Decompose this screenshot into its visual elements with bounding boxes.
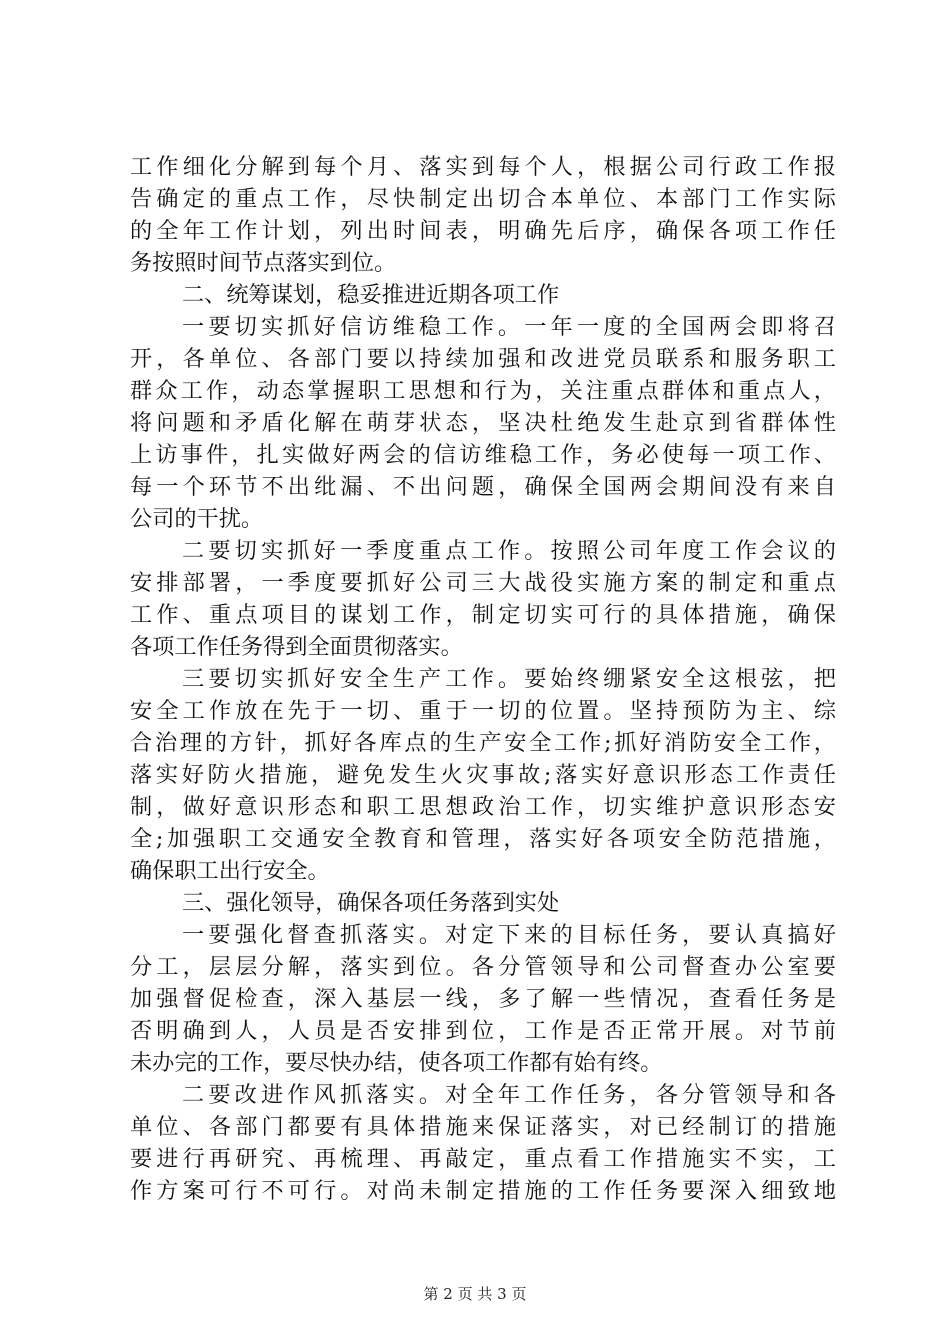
text-line: 一要强化督查抓落实。对定下来的目标任务，要认真搞好 (182, 922, 836, 948)
text-line: 一要切实抓好信访维稳工作。一年一度的全国两会即将召 (182, 314, 836, 340)
text-line: 三要切实抓好安全生产工作。要始终绷紧安全这根弦，把 (182, 666, 836, 692)
text-line: 的全年工作计划，列出时间表，明确先后序，确保各项工作任 (130, 218, 836, 244)
text-line: 确保职工出行安全。 (130, 858, 330, 884)
text-line: 工作细化分解到每个月、落实到每个人，根据公司行政工作报 (130, 154, 836, 180)
section-heading: 二、统筹谋划，稳妥推进近期各项工作 (182, 282, 560, 308)
text-line: 未办完的工作，要尽快办结，使各项工作都有始有终。 (130, 1050, 663, 1076)
page-number-footer: 第 2 页 共 3 页 (423, 1285, 527, 1303)
text-line: 告确定的重点工作，尽快制定出切合本单位、本部门工作实际 (130, 186, 836, 212)
text-line: 将问题和矛盾化解在萌芽状态，坚决杜绝发生赴京到省群体性 (130, 410, 836, 436)
text-line: 单位、各部门都要有具体措施来保证落实，对已经制订的措施 (130, 1114, 836, 1140)
body-text (130, 151, 836, 1207)
text-line: 公司的干扰。 (130, 506, 264, 532)
text-line: 二要切实抓好一季度重点工作。按照公司年度工作会议的 (182, 538, 836, 564)
text-line: 加强督促检查，深入基层一线，多了解一些情况，查看任务是 (130, 986, 836, 1012)
text-line: 上访事件，扎实做好两会的信访维稳工作，务必使每一项工作、 (130, 442, 836, 468)
text-line: 合治理的方针，抓好各库点的生产安全工作;抓好消防安全工作， (130, 730, 836, 756)
text-line: 开，各单位、各部门要以持续加强和改进党员联系和服务职工 (130, 346, 836, 372)
text-line: 制，做好意识形态和职工思想政治工作，切实维护意识形态安 (130, 794, 836, 820)
text-line: 全;加强职工交通安全教育和管理，落实好各项安全防范措施， (130, 826, 836, 852)
text-line: 安排部署，一季度要抓好公司三大战役实施方案的制定和重点 (130, 570, 836, 596)
text-line: 落实好防火措施，避免发生火灾事故;落实好意识形态工作责任 (130, 762, 836, 788)
text-line: 各项工作任务得到全面贯彻落实。 (130, 634, 463, 660)
text-line: 要进行再研究、再梳理、再敲定，重点看工作措施实不实，工 (130, 1146, 836, 1172)
text-line: 群众工作，动态掌握职工思想和行为，关注重点群体和重点人， (130, 378, 836, 404)
text-line: 作方案可行不可行。对尚未制定措施的工作任务要深入细致地 (130, 1178, 836, 1204)
text-line: 否明确到人，人员是否安排到位，工作是否正常开展。对节前 (130, 1018, 836, 1044)
section-heading: 三、强化领导，确保各项任务落到实处 (182, 890, 560, 916)
text-line: 二要改进作风抓落实。对全年工作任务，各分管领导和各 (182, 1082, 836, 1108)
text-line: 工作、重点项目的谋划工作，制定切实可行的具体措施，确保 (130, 602, 836, 628)
text-line: 安全工作放在先于一切、重于一切的位置。坚持预防为主、综 (130, 698, 836, 724)
text-line: 每一个环节不出纰漏、不出问题，确保全国两会期间没有来自 (130, 474, 836, 500)
text-line: 务按照时间节点落实到位。 (130, 250, 397, 276)
text-line: 分工，层层分解，落实到位。各分管领导和公司督查办公室要 (130, 954, 836, 980)
